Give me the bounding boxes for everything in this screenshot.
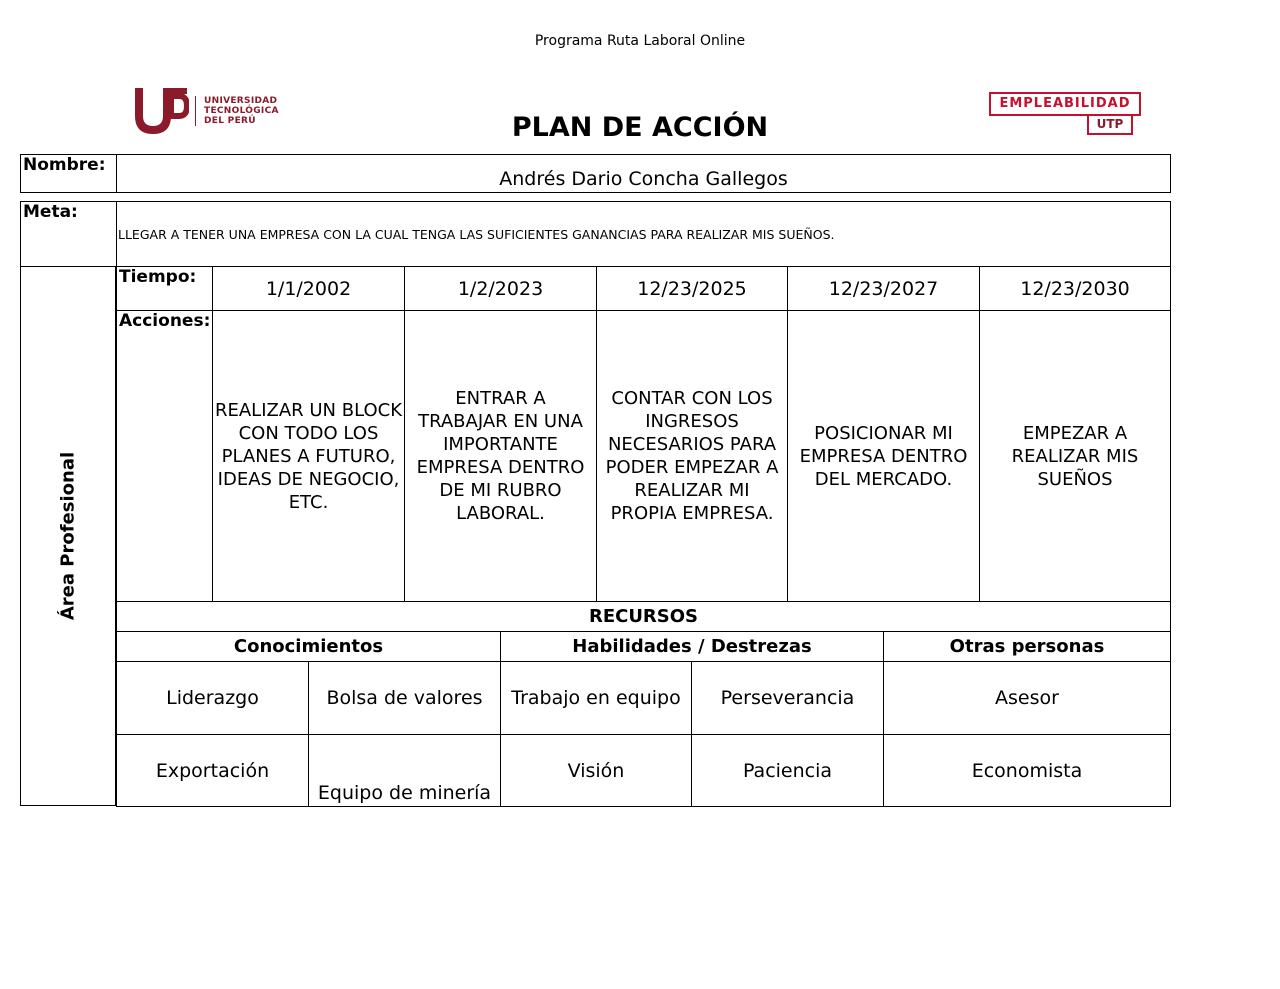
accion-5: EMPEZAR A REALIZAR MIS SUEÑOS	[979, 310, 1171, 602]
meta-label: Meta:	[23, 202, 78, 222]
recurso-cell: Liderazgo	[116, 661, 309, 735]
nombre-label: Nombre:	[23, 155, 106, 175]
recurso-cell: Visión	[500, 734, 692, 807]
acciones-label-cell	[116, 310, 213, 602]
nombre-value: Andrés Dario Concha Gallegos	[499, 167, 788, 190]
accion-4: POSICIONAR MI EMPRESA DENTRO DEL MERCADO.	[787, 310, 980, 602]
recurso-cell: Exportación	[116, 734, 309, 807]
meta-value-cell	[116, 201, 1171, 267]
tiempo-label-cell	[116, 266, 213, 311]
conocimientos-header: Conocimientos	[116, 631, 501, 662]
acciones-label: Acciones:	[119, 311, 211, 331]
tiempo-date-5: 12/23/2030	[979, 266, 1171, 311]
empleabilidad-utp-text: UTP	[1087, 116, 1133, 135]
accion-3: CONTAR CON LOS INGRESOS NECESARIOS PARA PODER EMPEZAR A REALIZAR MI PROPIA EMPRESA.	[596, 310, 788, 602]
utp-logo-text: UNIVERSIDAD TECNOLÓGICA DEL PERÚ	[195, 96, 279, 126]
tiempo-label: Tiempo:	[119, 267, 197, 287]
tiempo-date-3: 12/23/2025	[596, 266, 788, 311]
area-profesional-label: Área Profesional	[57, 451, 79, 621]
recurso-cell: Paciencia	[691, 734, 884, 807]
tiempo-date-1: 1/1/2002	[212, 266, 405, 311]
meta-value: LLEGAR A TENER UNA EMPRESA CON LA CUAL TENGA LAS SUFICIENTES GANANCIAS PARA REALIZAR MIS SUEÑOS.	[118, 226, 835, 242]
meta-label-cell	[20, 201, 117, 267]
recurso-cell: Asesor	[883, 661, 1171, 735]
page-title: PLAN DE ACCIÓN	[511, 112, 769, 143]
otras-personas-header: Otras personas	[883, 631, 1171, 662]
nombre-value-cell	[116, 154, 1171, 193]
tiempo-date-4: 12/23/2027	[787, 266, 980, 311]
recurso-cell: Perseverancia	[691, 661, 884, 735]
recursos-header: RECURSOS	[116, 601, 1171, 632]
recurso-cell: Trabajo en equipo	[500, 661, 692, 735]
area-profesional-cell	[20, 266, 116, 806]
recurso-cell: Equipo de minería	[308, 734, 501, 807]
accion-1: REALIZAR UN BLOCK CON TODO LOS PLANES A FUTURO, IDEAS DE NEGOCIO, ETC.	[212, 310, 405, 602]
nombre-label-cell	[20, 154, 117, 193]
recurso-cell: Economista	[883, 734, 1171, 807]
tiempo-date-2: 1/2/2023	[404, 266, 597, 311]
habilidades-header: Habilidades / Destrezas	[500, 631, 884, 662]
program-header: Programa Ruta Laboral Online	[534, 33, 746, 49]
accion-2: ENTRAR A TRABAJAR EN UNA IMPORTANTE EMPRESA DENTRO DE MI RUBRO LABORAL.	[404, 310, 597, 602]
recurso-cell: Bolsa de valores	[308, 661, 501, 735]
empleabilidad-text: EMPLEABILIDAD	[989, 92, 1141, 116]
